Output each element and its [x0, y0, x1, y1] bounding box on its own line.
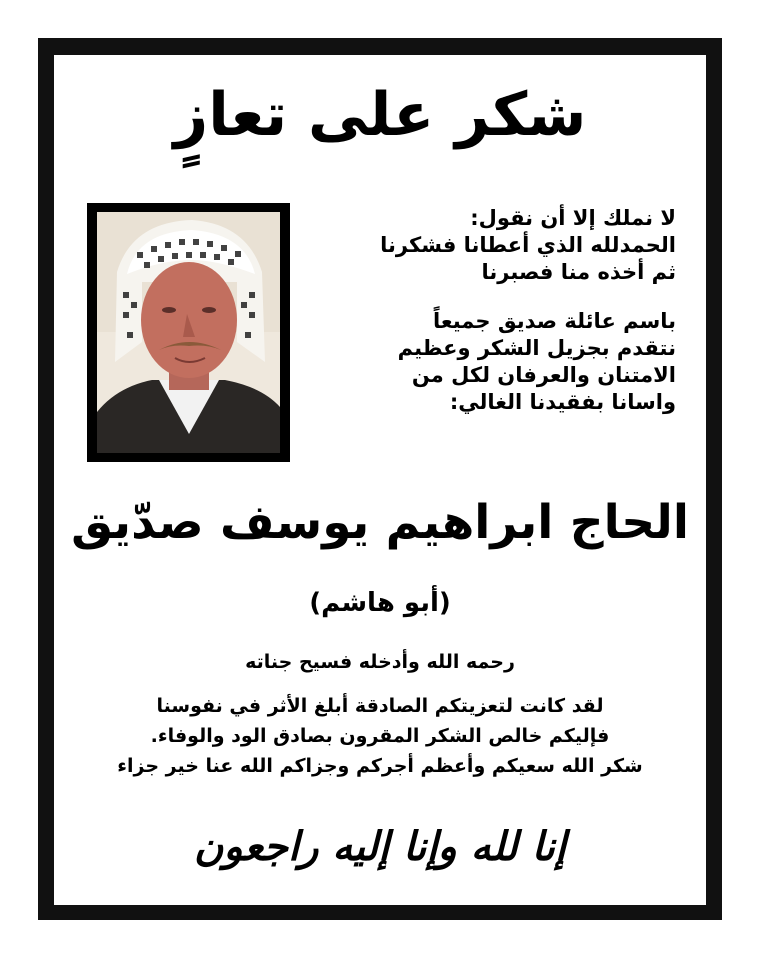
- portrait-photo: [97, 212, 280, 453]
- family-line: نتقدم بجزيل الشكر وعظيم: [397, 336, 676, 360]
- thanks-body: [54, 647, 706, 781]
- deceased-name: الحاج ابراهيم يوسف صدّيق: [71, 495, 689, 550]
- page-title: شكر على تعازٍ: [173, 80, 587, 150]
- quran-verse: إنا لله وإنا إليه راجعون: [193, 823, 567, 870]
- family-line: الامتنان والعرفان لكل من: [411, 363, 676, 387]
- prayer-line: رحمه الله وأدخله فسيح جناته: [245, 651, 515, 673]
- opening-text: [300, 205, 676, 416]
- portrait-frame: [87, 203, 290, 462]
- intro-line: ثم أخذه منا فصبرنا: [481, 260, 676, 284]
- announcement-card: [54, 55, 706, 905]
- deceased-kunya: (أبو هاشم): [309, 588, 451, 618]
- intro-line: لا نملك إلا أن نقول:: [470, 206, 676, 230]
- family-line: واسانا بفقيدنا الغالي:: [449, 390, 676, 414]
- thanks-line: شكر الله سعيكم وأعظم أجركم وجزاكم الله عنا خير جزاء: [117, 755, 643, 777]
- portrait-illustration: [97, 212, 280, 453]
- thanks-line: لقد كانت لتعزيتكم الصادقة أبلغ الأثر في نفوسنا: [156, 695, 604, 717]
- intro-line: الحمدلله الذي أعطانا فشكرنا: [380, 233, 676, 257]
- thanks-line: فإليكم خالص الشكر المقرون بصادق الود والوفاء.: [150, 725, 610, 747]
- family-line: باسم عائلة صديق جميعاً: [432, 309, 676, 333]
